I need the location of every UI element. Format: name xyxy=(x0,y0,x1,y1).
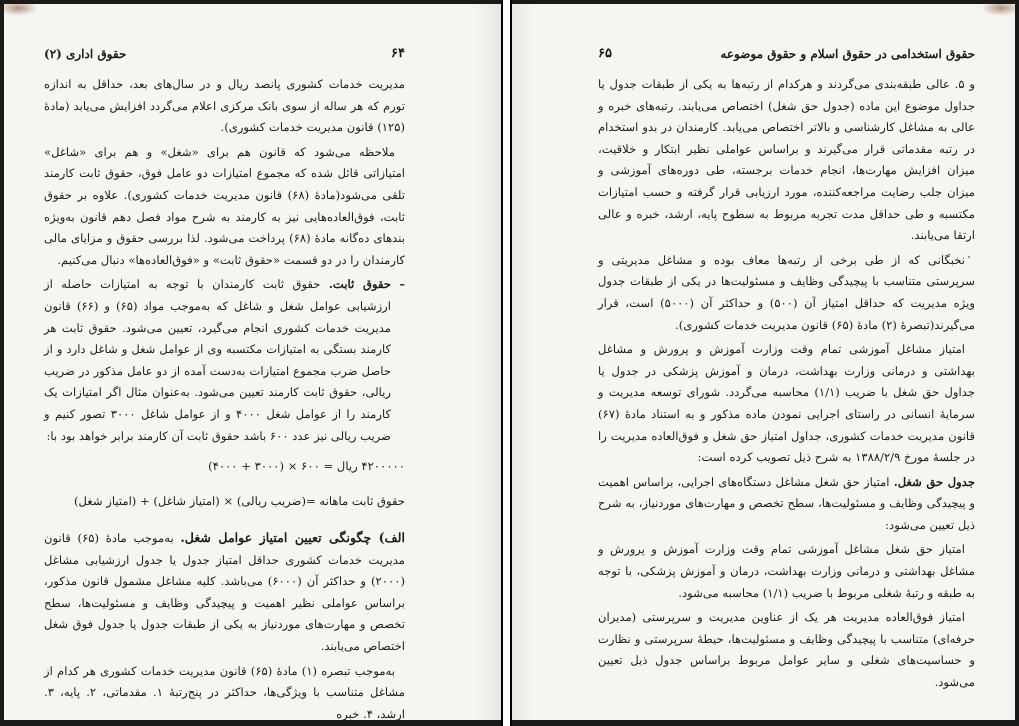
section-heading: جدول حق شغل. xyxy=(893,474,975,489)
page-number: ۶۵ xyxy=(598,46,612,61)
page-stain xyxy=(4,4,38,16)
paragraph: ملاحظه می‌شود که قانون هم برای «شغل» و هم برای «شاغل» امتیازاتی قائل شده که مجموع امتیازات دو عامل فوق، حقوق ثابت کارمند تلقی می‌شود(مادۀ (۶۸) قانون مدیریت خدمات کشوری). علاوه بر حقوق ثابت، فوق‌العاده‌هایی نیز به کارمند به شرح مواد فصل دهم قانون به‌ویژه بندهای ده‌گانه مادۀ (۶۸) پرداخت می‌شود. لذا بررسی حقوق و مزایای مالی کارمندان را در دو قسمت «حقوق ثابت» و «فوق‌العاده‌ها» دنبال می‌کنیم. xyxy=(44,144,406,267)
section-text: به‌موجب مادۀ (۶۵) قانون مدیریت خدمات کشوری حداقل امتیاز جدول یا جدول ارزشیابی مشاغل (۲۰۰۰) و حداکثر آن (۶۰۰۰) می‌باشد. کلیه مشاغل مشمول قانون مذکور، براساس عواملی نظیر اهمیت و پیچیدگی وظایف و مسئولیت‌ها، سطح تخصص و مهارت‌های موردنیاز به یکی از طبقات جدول یا جدول فوق شغل اختصاص می‌یابند. xyxy=(44,531,405,654)
paragraph: به‌موجب تبصره (۱) مادۀ (۶۵) قانون مدیریت خدمات کشوری هر کدام از مشاغل متناسب با ویژگی‌ها، حداکثر در پنج‌رتبۀ ۱. مقدماتی، ۲. پایه، ۳. ارشد، ۴. خبره xyxy=(44,663,405,720)
paragraph: امتیاز مشاغل آموزشی تمام وقت وزارت آموزش و پرورش و مشاغل بهداشتی و درمانی وزارت بهداشت، درمان و آموزش پزشکی در جدول یا جداول حق شغل با ضریب (۱/۱) محاسبه می‌گردد. شورای توسعه مدیریت و سرمایۀ انسانی در راستای اجرایی نمودن ماده مذکور و به استناد مادۀ (۶۷) قانون مدیریت خدمات کشوری، جداول امتیاز حق شغل و فوق‌العاده مدیریت را در جلسۀ مورخ ۱۳۸۸/۲/۹ به شرح ذیل تصویب کرده است: xyxy=(598,342,975,465)
gutter-line xyxy=(501,0,503,726)
left-page-header xyxy=(44,46,405,61)
right-page-header xyxy=(598,46,975,61)
paragraph: مدیریت خدمات کشوری پانصد ریال و در سال‌های بعد، حداقل به اندازه تورم که هر ساله از سوی بانک مرکزی اعلام می‌گردد افزایش می‌یابد (مادۀ (۱۲۵) قانون مدیریت خدمات کشوری). xyxy=(44,77,405,135)
section-paragraph xyxy=(44,527,405,658)
section-text: امتیاز حق شغل مشاغل دستگاه‌های اجرایی، براساس اهمیت و پیچیدگی وظایف و مسئولیت‌ها، سطح تخصص و مهارت‌های موردنیاز، به شرح ذیل تعیین می‌شود: xyxy=(598,474,975,532)
section-heading: الف) چگونگی تعیین امتیاز عوامل شغل. xyxy=(180,530,405,546)
formula-example: ۴۲۰۰۰۰۰ ریال = ۶۰۰ × (۳۰۰۰ + ۴۰۰۰) xyxy=(208,459,405,474)
paragraph: نخبگانی که از طی برخی از رتبه‌ها معاف بوده و مشاغل مدیریتی و سرپرستی متناسب با پیچیدگی وظایف و مسئولیت‌ها در یکی از طبقات جدول ویژه مدیریت که حداقل امتیاز آن (۵۰۰) و حداکثر آن (۵۰۰۰) است، قرار می‌گیرند(تبصرۀ (۲) مادۀ (۶۵) قانون مدیریت خدمات کشوری). xyxy=(598,252,975,332)
right-page-body xyxy=(598,74,975,690)
book-gutter xyxy=(501,0,512,726)
left-page xyxy=(4,4,501,720)
right-page xyxy=(512,4,1015,720)
page-stain xyxy=(981,4,1015,16)
bullet-dash: – xyxy=(399,277,405,292)
running-title: حقوق اداری (۲) xyxy=(44,46,127,61)
binding-shadow xyxy=(473,4,501,720)
formula-definition: حقوق ثابت ماهانه =(ضریب ریالی) × (امتیاز شاغل) + (امتیاز شغل) xyxy=(73,494,405,509)
formula-block xyxy=(44,455,405,513)
paragraph: امتیاز حق شغل مشاغل آموزشی تمام وقت وزارت آموزش و پرورش و مشاغل بهداشتی و درمانی وزارت بهداشت، درمان و آموزش پزشکی، با توجه به طبقه و رتبۀ شغلی مربوط با ضریب (۱/۱) محاسبه می‌شود. xyxy=(598,542,975,600)
paragraph: امتیاز فوق‌العاده مدیریت هر یک از عناوین مدیریت و سرپرستی (مدیران حرفه‌ای) متناسب با پیچیدگی وظایف و مسئولیت‌ها، حیطۀ سرپرستی و نظارت و حساسیت‌های شغلی و سایر عوامل مربوط براساس جدول ذیل تعیین می‌شود. xyxy=(598,610,975,690)
paragraph: و ۵. عالی طبقه‌بندی می‌گردند و هرکدام از رتبه‌ها به یکی از طبقات جدول یا جداول موضوع این ماده (جدول حق شغل) اختصاص می‌یابند. رتبه‌های خبره و عالی به مشاغل کارشناسی و بالاتر اختصاص می‌یابد. کارمندان در بدو استخدام در رتبه مقدماتی قرار می‌گیرند و براساس عواملی نظیر ابتکار و خلاقیت، میزان افزایش مهارت‌ها، انجام خدمات برجسته، طی دوره‌های آموزشی و میزان جلب رضایت مراجعه‌کننده، مورد ارزیابی قرار گرفته و حسب امتیازات مکتسبه و طی حداقل مدت تجربه مربوط به سطوح پایه، ارشد، خبره و عالی ارتقا می‌یابند. xyxy=(598,77,975,243)
left-page-body xyxy=(44,74,406,720)
bullet-item xyxy=(44,274,405,447)
bullet-text: حقوق ثابت کارمندان با توجه به امتیازات حاصله از ارزشیابی عوامل شغل و شاغل که به‌موجب مواد (۶۵) و (۶۶) قانون مدیریت خدمات کشوری انجام می‌گیرد، تعیین می‌شود. حقوق ثابت هر کارمند بستگی به امتیازات مکتسبه وی از عوامل شغل و شاغل دارد و از حاصل ضرب مجموع امتیازات به‌دست آمده از دو عامل مذکور در ضریب ریالی، حقوق ثابت کارمند تعیین می‌شود. به‌عنوان مثال اگر امتیازات یک کارمند را از عوامل شغل ۴۰۰۰ و از عوامل شاغل ۳۰۰۰ تصور کنیم و ضریب ریالی نیز عدد ۶۰۰ باشد حقوق ثابت آن کارمند برابر خواهد بود با: xyxy=(44,277,391,443)
bullet-lead: حقوق ثابت. xyxy=(328,277,391,292)
section-paragraph xyxy=(598,472,975,537)
binding-shadow xyxy=(512,4,534,720)
page-number: ۶۴ xyxy=(391,46,405,61)
running-title: حقوق استخدامی در حقوق اسلام و حقوق موضوعه xyxy=(720,46,975,61)
